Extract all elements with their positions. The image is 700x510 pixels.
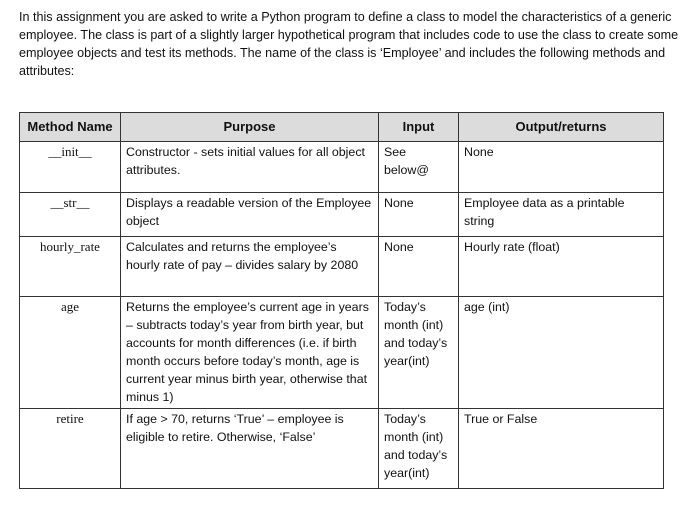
- input-cell: Today’s month (int) and today’s year(int): [379, 297, 459, 409]
- input-cell: Today’s month (int) and today’s year(int): [379, 409, 459, 489]
- header-purpose: Purpose: [121, 113, 379, 142]
- method-name-cell: hourly_rate: [20, 237, 121, 297]
- table-row: [20, 297, 664, 409]
- output-cell: Employee data as a printable string: [459, 193, 664, 237]
- purpose-cell: Displays a readable version of the Employee object: [121, 193, 379, 237]
- table-row: [20, 142, 664, 193]
- method-name-cell: retire: [20, 409, 121, 489]
- header-input: Input: [379, 113, 459, 142]
- method-name-cell: __init__: [20, 142, 121, 193]
- purpose-cell: Constructor - sets initial values for all object attributes.: [121, 142, 379, 193]
- table-row: [20, 237, 664, 297]
- table-header-row: [20, 113, 664, 142]
- header-output: Output/returns: [459, 113, 664, 142]
- input-cell: See below@: [379, 142, 459, 193]
- table-row: [20, 409, 664, 489]
- header-method-name: Method Name: [20, 113, 121, 142]
- method-name-cell: __str__: [20, 193, 121, 237]
- output-cell: Hourly rate (float): [459, 237, 664, 297]
- output-cell: age (int): [459, 297, 664, 409]
- purpose-cell: Returns the employee’s current age in years – subtracts today’s year from birth year, but accounts for month differences (i.e. if birth month occurs before today’s month, age is current year minus birth year, otherwise that minus 1): [121, 297, 379, 409]
- output-cell: True or False: [459, 409, 664, 489]
- purpose-cell: Calculates and returns the employee’s hourly rate of pay – divides salary by 2080: [121, 237, 379, 297]
- output-cell: None: [459, 142, 664, 193]
- purpose-cell: If age > 70, returns ‘True’ – employee is eligible to retire. Otherwise, ‘False’: [121, 409, 379, 489]
- table-row: [20, 193, 664, 237]
- input-cell: None: [379, 237, 459, 297]
- methods-table: [19, 112, 664, 489]
- input-cell: None: [379, 193, 459, 237]
- assignment-intro: In this assignment you are asked to write a Python program to define a class to model the characteristics of a generic employee. The class is part of a slightly larger hypothetical program that includes code to use the class to create some employee objects and test its methods. The name of the class is ‘Employee’ and includes the following methods and attributes:: [19, 10, 679, 78]
- method-name-cell: age: [20, 297, 121, 409]
